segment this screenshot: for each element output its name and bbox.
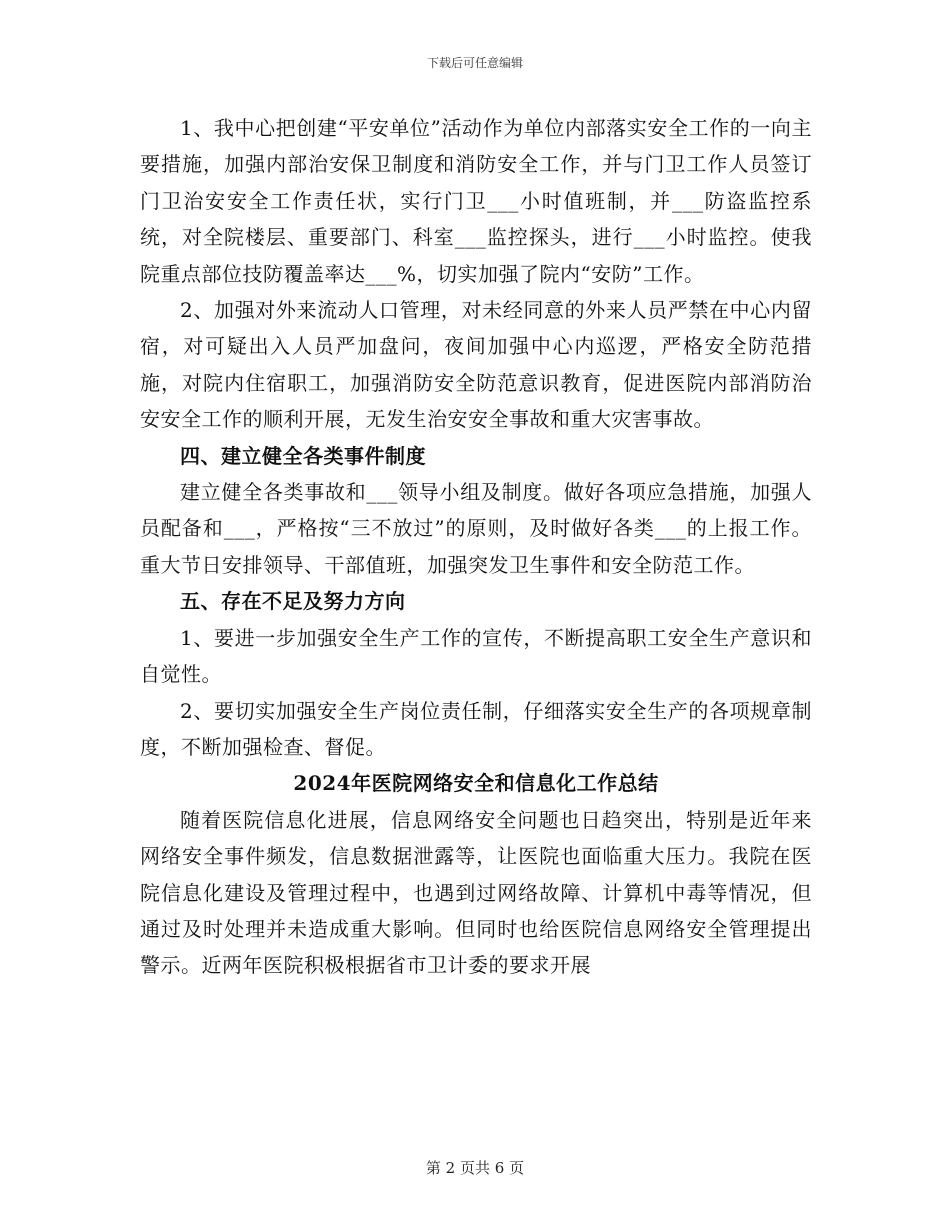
document-body	[140, 110, 812, 984]
page-number: 第 2 页共 6 页	[425, 1159, 525, 1177]
paragraph-3: 建立健全各类事故和___领导小组及制度。做好各项应急措施，加强人员配备和___，严格按“三不放过”的原则，及时做好各类___的上报工作。重大节日安排领导、干部值班，加强突发卫生事件和安全防范工作。	[140, 480, 812, 577]
document-title: 2024年医院网络安全和信息化工作总结	[293, 771, 659, 796]
section-heading-5: 五、存在不足及努力方向	[180, 589, 406, 614]
paragraph-4: 1、要进一步加强安全生产工作的宣传，不断提高职工安全生产意识和自觉性。	[140, 625, 812, 687]
paragraph-5: 2、要切实加强安全生产岗位责任制，仔细落实安全生产的各项规章制度，不断加强检查、督促。	[140, 698, 812, 759]
header-note: 下载后可任意编辑	[426, 56, 523, 70]
section-heading-4: 四、建立健全各类事件制度	[180, 443, 426, 468]
paragraph-1: 1、我中心把创建“平安单位”活动作为单位内部落实安全工作的一向主要措施，加强内部治安保卫制度和消防安全工作，并与门卫工作人员签订门卫治安安全工作责任状，实行门卫___小时值班制，并___防盗监控系统，对全院楼层、重要部门、科室___监控探头，进行___小时监控。使我院重点部位技防覆盖率达___%，切实加强了院内“安防”工作。	[140, 116, 812, 286]
paragraph-6: 随着医院信息化进展，信息网络安全问题也日趋突出，特别是近年来网络安全事件频发，信息数据泄露等，让医院也面临重大压力。我院在医院信息化建设及管理过程中，也遇到过网络故障、计算机中毒等情况，但通过及时处理并未造成重大影响。但同时也给医院信息网络安全管理提出警示。近两年医院积极根据省市卫计委的要求开展	[140, 807, 812, 978]
paragraph-2: 2、加强对外来流动人口管理，对未经同意的外来人员严禁在中心内留宿，对可疑出入人员严加盘问，夜间加强中心内巡逻，严格安全防范措施，对院内住宿职工，加强消防安全防范意识教育，促进医院内部消防治安安全工作的顺利开展，无发生治安安全事故和重大灾害事故。	[140, 298, 812, 432]
